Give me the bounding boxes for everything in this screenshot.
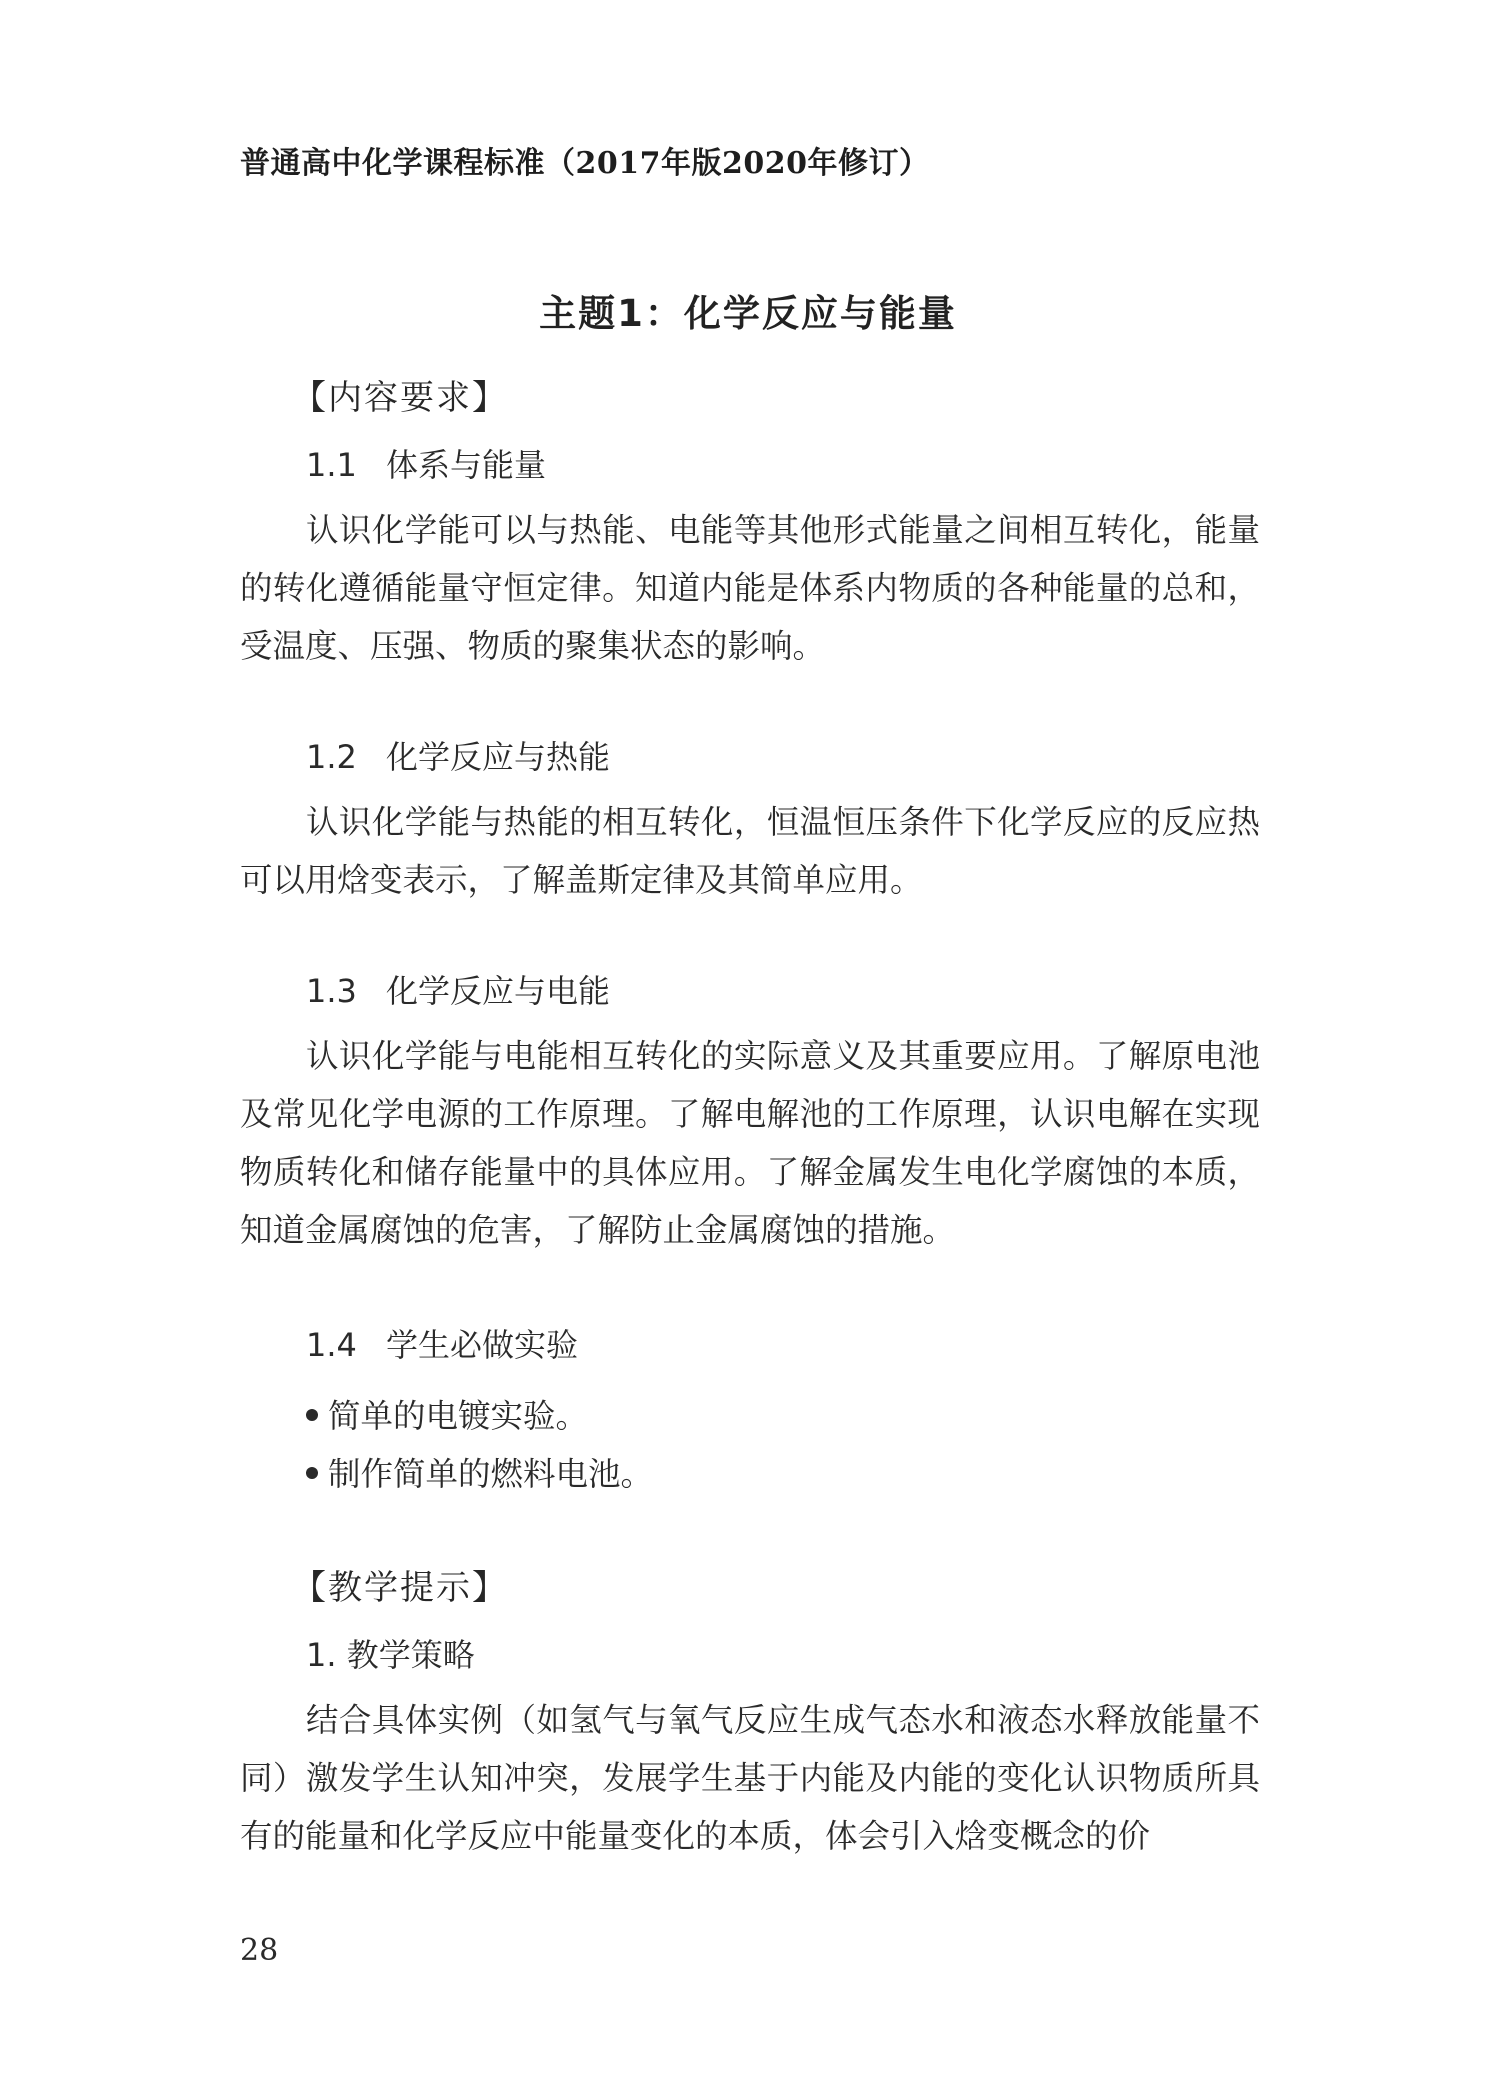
list-item: 制作简单的燃料电池。	[306, 1445, 653, 1503]
page-number: 28	[240, 1933, 279, 1968]
section-number: 1.4	[306, 1326, 357, 1364]
section-title: 化学反应与热能	[386, 738, 611, 776]
section-number: 1.3	[306, 972, 357, 1010]
bullet-icon	[306, 1409, 318, 1421]
teaching-strategy-text: 结合具体实例（如氢气与氧气反应生成气态水和液态水释放能量不同）激发学生认知冲突，发展学生基于内能及内能的变化认识物质所具有的能量和化学反应中能量变化的本质，体会引入焓变概念的价	[240, 1701, 1260, 1855]
section-title: 体系与能量	[386, 446, 547, 484]
section-number: 1.1	[306, 446, 357, 484]
section-1-1-heading	[306, 440, 546, 486]
content-requirements-heading: 【内容要求】	[292, 378, 508, 418]
topic-title: 主题1：化学反应与能量	[539, 292, 957, 335]
list-item: 简单的电镀实验。	[306, 1387, 653, 1445]
section-1-3-heading	[306, 966, 610, 1012]
section-1-3-text: 认识化学能与电能相互转化的实际意义及其重要应用。了解原电池及常见化学电源的工作原理。了解电解池的工作原理，认识电解在实现物质转化和储存能量中的具体应用。了解金属发生电化学腐蚀的本质，知道金属腐蚀的危害，了解防止金属腐蚀的措施。	[240, 1037, 1260, 1249]
bullet-icon	[306, 1467, 318, 1479]
section-1-4-heading	[306, 1320, 578, 1366]
section-title: 化学反应与电能	[386, 972, 611, 1010]
section-title: 学生必做实验	[386, 1326, 579, 1364]
section-1-2-text: 认识化学能与热能的相互转化，恒温恒压条件下化学反应的反应热可以用焓变表示，了解盖斯定律及其简单应用。	[240, 803, 1260, 899]
teaching-tips-heading: 【教学提示】	[292, 1568, 508, 1608]
section-1-1-text: 认识化学能可以与热能、电能等其他形式能量之间相互转化，能量的转化遵循能量守恒定律。知道内能是体系内物质的各种能量的总和，受温度、压强、物质的聚集状态的影响。	[240, 511, 1260, 665]
section-number: 1.2	[306, 738, 357, 776]
running-header: 普通高中化学课程标准（2017年版2020年修订）	[240, 146, 930, 181]
experiment-list	[306, 1387, 653, 1503]
section-1-2-heading	[306, 732, 610, 778]
teaching-strategy-heading: 1. 教学策略	[306, 1636, 475, 1674]
